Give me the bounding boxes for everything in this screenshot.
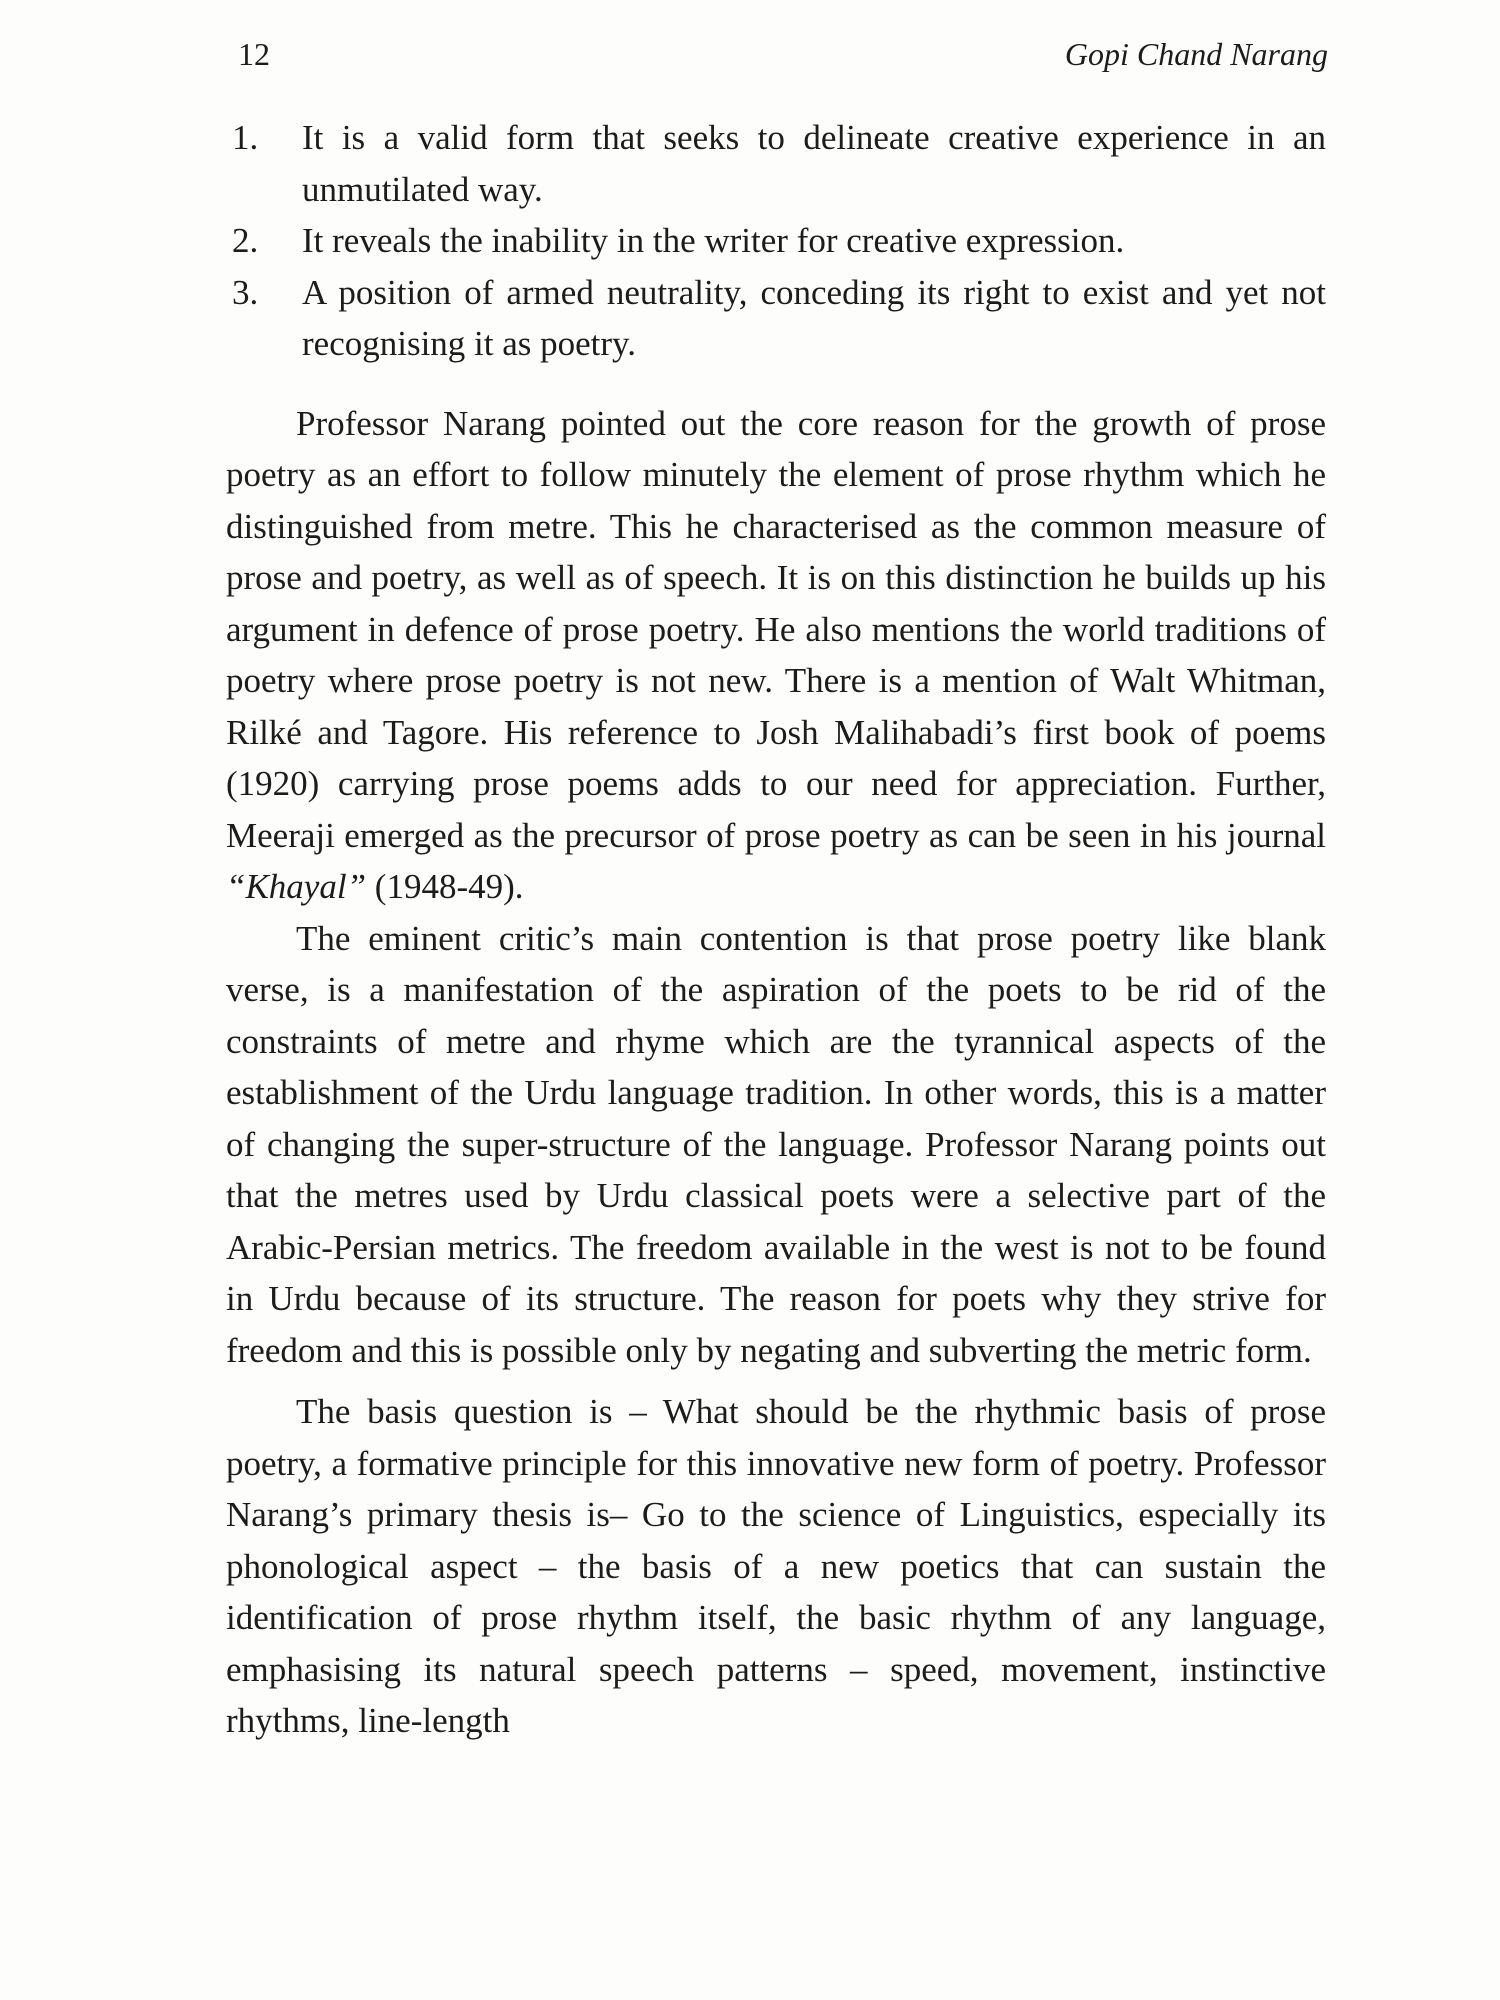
list-item-number: 3. (232, 272, 259, 312)
list-item (226, 112, 1326, 215)
numbered-list (226, 112, 1326, 370)
paragraph-text: Professor Narang pointed out the core reason for the growth of prose poetry as an effort to follow minutely the element of prose rhythm which he distinguished from metre. This he characterised as the common measure of prose and poetry, as well as of speech. It is on this distinction he builds up his argument in defence of prose poetry. He also mentions the world traditions of poetry where prose poetry is not new. There is a mention of Walt Whitman, Rilké and Tagore. His reference to Josh Malihabadi’s first book of poems (1920) carrying prose poems adds to our need for appreciation. Further, Meeraji emerged as the precursor of prose poetry as can be seen in his journal (226, 403, 1326, 855)
paragraph-basis-question: The basis question is – What should be the rhythmic basis of prose poetry, a formative principle for this innovative new form of poetry. Professor Narang’s primary thesis is– Go to the science of Linguistics, especially its phonological aspect – the basis of a new poetics that can sustain the identification of prose rhythm itself, the basic rhythm of any language, emphasising its natural speech patterns – speed, movement, instinctive rhythms, line-length (226, 1392, 1326, 1740)
list-item-text: A position of armed neutrality, conceding its right to exist and yet not recognising it as poetry. (302, 272, 1326, 363)
list-item-text: It reveals the inability in the writer for creative expression. (302, 221, 1125, 260)
page-number: 12 (238, 36, 270, 72)
journal-title: “Khayal” (226, 867, 367, 906)
list-item-text: It is a valid form that seeks to delineate creative experience in an unmutilated way. (302, 118, 1326, 209)
list-item (226, 267, 1326, 370)
list-item-number: 2. (232, 221, 259, 260)
page-body (226, 112, 1326, 1747)
list-item-number: 1. (232, 118, 259, 157)
paragraph-prose-rhythm (226, 398, 1326, 913)
page-header (238, 36, 1328, 84)
running-head: Gopi Chand Narang (1064, 36, 1328, 72)
journal-years: (1948-49). (366, 867, 524, 906)
list-item (226, 215, 1326, 267)
paragraph-main-contention: The eminent critic’s main contention is that prose poetry like blank verse, is a manifestation of the aspiration of the poets to be rid of the constraints of metre and rhyme which are the tyrannical aspects of the establishment of the Urdu language tradition. In other words, this is a matter of changing the super-structure of the language. Professor Narang points out that the metres used by Urdu classical poets were a selective part of the Arabic-Persian metrics. The freedom available in the west is not to be found in Urdu because of its structure. The reason for poets why they strive for freedom and this is possible only by negating and subverting the metric form. (226, 918, 1326, 1370)
